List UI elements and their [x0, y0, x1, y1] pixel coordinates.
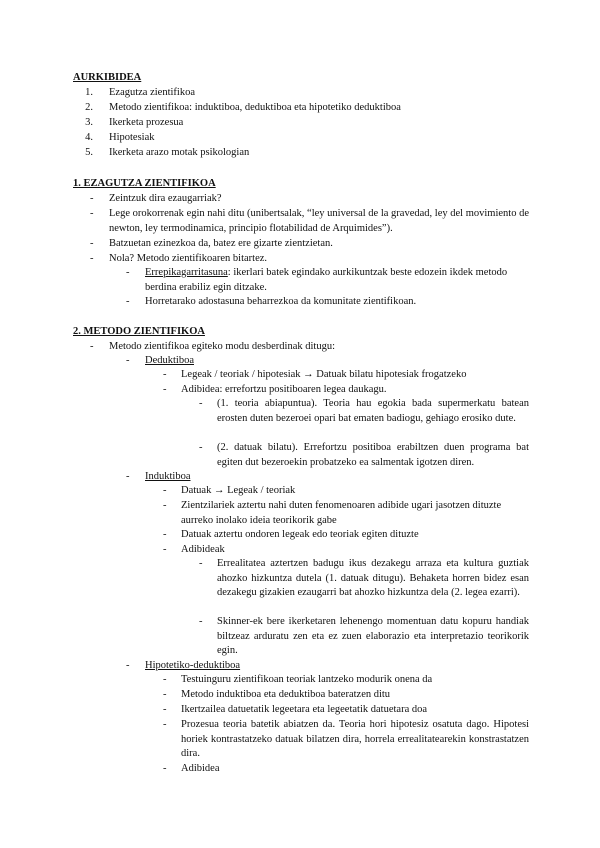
bullet-dash: - — [163, 719, 167, 730]
induktiboa-item: Adibideak — [181, 544, 225, 555]
bullet-dash: - — [126, 267, 130, 278]
induktiboa-title: Induktiboa — [145, 471, 191, 482]
bullet-dash: - — [126, 660, 130, 671]
deduktiboa-title: Deduktiboa — [145, 355, 194, 366]
bullet-dash: - — [90, 238, 94, 249]
deduktiboa-item: Adibidea: errefortzu positiboaren legea daukagu. — [181, 384, 387, 395]
section2-intro: Metodo zientifikoa egiteko modu desberdinak ditugu: — [109, 341, 335, 352]
bullet-dash: - — [163, 369, 167, 380]
induktiboa-item: Datuak → Legeak / teoriak — [181, 485, 296, 496]
bullet-dash: - — [163, 384, 167, 395]
section1-bullet: Zeintzuk dira ezaugarriak? — [109, 193, 222, 204]
hipotetiko-item: Prozesua teoria batetik abiatzen da. Teoria hori hipotesiz osatuta dago. Hipotesi horiek kontrastatzeko datuak bilatzen dira, horrela errealitatearekin konstrastatzen dira. — [181, 719, 529, 759]
bullet-dash: - — [163, 544, 167, 555]
induktiboa-subitem: Skinner-ek bere ikerketaren lehenengo momentuan datu kopuru handiak biltzeaz arduratu zen eta ez zuen elaborazio eta interpretazio teorikorik egin. — [217, 616, 529, 656]
bullet-dash: - — [163, 529, 167, 540]
hipotetiko-item: Adibidea — [181, 763, 220, 774]
bullet-dash: - — [199, 616, 203, 627]
section1-bullet: Nola? Metodo zientifikoaren bitartez. — [109, 253, 268, 264]
hipotetiko-item: Testuinguru zientifikoan teoriak lantzeko modurik onena da — [181, 674, 433, 685]
bullet-dash: - — [163, 763, 167, 774]
section2-title: 2. METODO ZIENTIFIKOA — [73, 326, 205, 337]
bullet-dash: - — [163, 704, 167, 715]
bullet-dash: - — [163, 485, 167, 496]
term-errepikagarritasuna: Errepikagarritasuna — [145, 267, 228, 278]
induktiboa-item: Datuak aztertu ondoren legeak edo teoriak egiten dituzte — [181, 529, 419, 540]
bullet-dash: - — [126, 355, 130, 366]
bullet-dash: - — [199, 558, 203, 569]
bullet-dash: - — [90, 208, 94, 219]
bullet-dash: - — [126, 471, 130, 482]
bullet-dash: - — [90, 341, 94, 352]
bullet-dash: - — [90, 193, 94, 204]
bullet-dash: - — [163, 500, 167, 511]
section1-subbullet: Horretarako adostasuna beharrezkoa da komunitate zientifikoan. — [145, 296, 417, 307]
induktiboa-item: Zientzilariek aztertu nahi duten fenomenoaren adibide ugari jasotzen dituzte aurreko inolako ideia teorikorik gabe — [181, 500, 502, 526]
bullet-dash: - — [199, 398, 203, 409]
index-title: AURKIBIDEA — [73, 72, 142, 83]
section1-bullet: Lege orokorrenak egin nahi ditu (unibertsalak, “ley universal de la gravedad, ley del movimiento de newton, ley termodinamica, principio flotabilidad de Arquimides”). — [109, 208, 529, 234]
bullet-dash: - — [163, 674, 167, 685]
bullet-dash: - — [126, 296, 130, 307]
hipotetiko-title: Hipotetiko-deduktiboa — [145, 660, 241, 671]
induktiboa-subitem: Errealitatea aztertzen badugu ikus dezakegu arraza eta kultura guztiak ahozko hizkuntza dutela (1. datuak ditugu). Behaketa horren bidez esan dezakegu gizakien ezaugarri bat ahozko hizkuntza dela (2. legea ezarri). — [217, 558, 529, 598]
deduktiboa-subitem: (1. teoria abiapuntua). Teoria hau egokia bada supermerkatu batean erosten duten bezeroei opari bat ematen badiogu, gehiago erosiko dute. — [217, 398, 529, 424]
deduktiboa-item: Legeak / teoriak / hipotesiak → Datuak bilatu hipotesiak frogatzeko — [181, 369, 467, 380]
bullet-dash: - — [90, 253, 94, 264]
bullet-dash: - — [163, 689, 167, 700]
document-page: AURKIBIDEA 1. Ezagutza zientifikoa 2. Metodo zientifikoa: induktiboa, deduktiboa eta hipotetiko deduktiboa 3. Ikerketa prozesua 4. Hipotesiak 5. Ikerketa arazo motak psikologian 1. EZAGUTZA ZIENTIFIKOA - Zeintzuk dira ezaugarriak? - Lege orokorrenak egin nahi ditu (unibertsalak, “ley universal de la gravedad, ley del movimiento de newton, ley termodinamica, principio flotabilidad de Arquimides”). - Batzuetan ezinezkoa da, batez ere gizarte zientzietan. - Nola? Metodo zientifikoaren bitartez. - Errepikagarritasuna: ikerlari batek egindako aurkikuntzak beste edozein ikdek metodo berdina erabiliz egin ditzake. - Horretarako adostasuna beharrezkoa da komunitate zientifikoan. 2. METODO ZIENTIFIKOA - Metodo zientifikoa egiteko modu desberdinak ditugu: - Deduktiboa - Legeak / teoriak / hipotesiak → Datuak bilatu hipotesiak frogatzeko - Adibidea: errefortzu positiboaren legea daukagu. - (1. teoria abiapuntua). Teoria hau egokia bada supermerkatu batean erosten duten bezeroei opari bat ematen badiogu, gehiago erosiko dute. - (2. datuak bilatu). Errefortzu positiboa erabiltzen duen programa bat egiten dut bezeroekin probatzeko ea salmentak igotzen diren. - Induktiboa - Datuak → Legeak / teoriak - Zientzilariek aztertu nahi duten fenomenoaren adibide ugari jasotzen dituzte aurreko inolako ideia teorikorik gabe - Datuak aztertu ondoren legeak edo teoriak egiten dituzte - Adibideak - Errealitatea aztertzen badugu ikus dezakegu arraza eta kultura guztiak ahozko hizkuntza dutela (1. datuak ditugu). Behaketa horren bidez esan dezakegu gizakien ezaugarri bat ahozko hizkuntza dela (2. legea ezarri). - Skinner-ek bere ikerketaren lehenengo momentuan datu kopuru handiak biltzeaz arduratu zen eta ez zuen elaborazio eta interpretazio teorikorik egin. - Hipotetiko-deduktiboa - Testuinguru zientifikoan teoriak lantzeko modurik onena da - Metodo induktiboa eta deduktiboa bateratzen ditu - Ikertzailea datuetatik legeetara eta legeetatik datuetara doa - Prozesua teoria batetik abiatzen da. Teoria hori hipotesiz osatuta dago. Hipotesi horiek kontrastatzeko datuak bilatzen dira, horrela errealitatearekin konstrastatzen dira. - Adibidea — [0, 0, 600, 848]
section1-subbullet: Errepikagarritasuna: ikerlari batek egindako aurkikuntzak beste edozein ikdek metodo berdina erabiliz egin ditzake. — [145, 267, 508, 293]
hipotetiko-item: Metodo induktiboa eta deduktiboa bateratzen ditu — [181, 689, 391, 700]
deduktiboa-subitem: (2. datuak bilatu). Errefortzu positiboa erabiltzen duen programa bat egiten dut bezeroekin probatzeko ea salmentak igotzen diren. — [217, 442, 529, 468]
hipotetiko-item: Ikertzailea datuetatik legeetara eta legeetatik datuetara doa — [181, 704, 428, 715]
section1-bullet: Batzuetan ezinezkoa da, batez ere gizarte zientzietan. — [109, 238, 333, 249]
section1-title: 1. EZAGUTZA ZIENTIFIKOA — [73, 178, 216, 189]
bullet-dash: - — [199, 442, 203, 453]
